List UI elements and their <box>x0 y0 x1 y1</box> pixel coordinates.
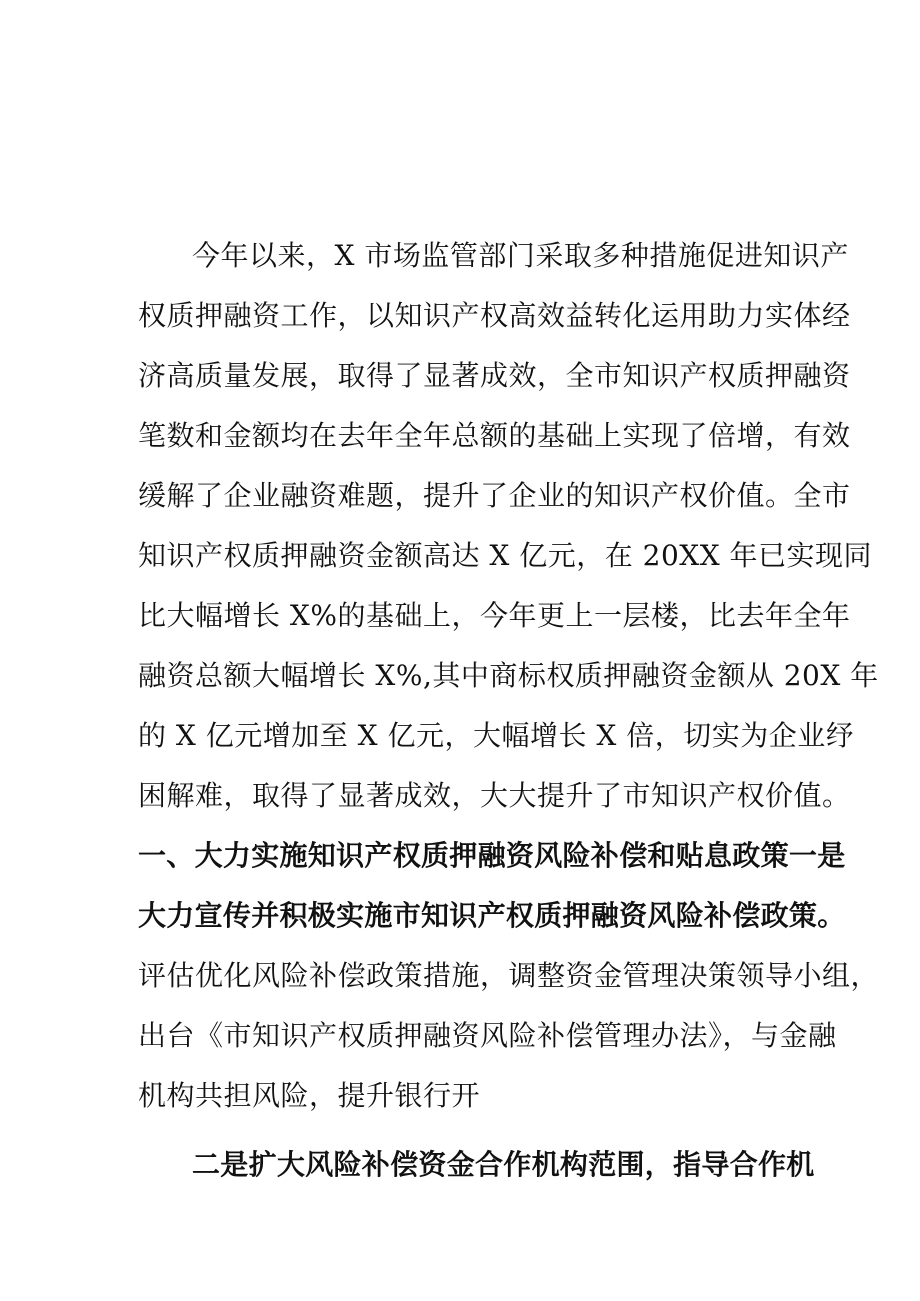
paragraph-line: 机构共担风险，提升银行开 <box>138 1079 481 1112</box>
paragraph-line: 知识产权质押融资金额高达 X 亿元，在 20XX 年已实现同 <box>138 539 873 572</box>
paragraph-line: 出台《市知识产权质押融资风险补偿管理办法》，与金融 <box>138 1019 837 1052</box>
section-heading-line: 大力宣传并积极实施市知识产权质押融资风险补偿政策。 <box>138 899 846 932</box>
section-heading-line: 二是扩大风险补偿资金合作机构范围，指导合作机 <box>192 1148 815 1181</box>
paragraph-line: 比大幅增长 X%的基础上，今年更上一层楼，比去年全年 <box>138 599 851 632</box>
paragraph-line: 缓解了企业融资难题，提升了企业的知识产权价值。全市 <box>138 479 851 512</box>
paragraph-line: 今年以来，X 市场监管部门采取多种措施促进知识产 <box>192 239 849 272</box>
paragraph-line: 困解难，取得了显著成效，大大提升了市知识产权价值。 <box>138 779 851 812</box>
section-heading-line: 一、大力实施知识产权质押融资风险补偿和贴息政策一是 <box>138 839 846 872</box>
paragraph-line: 的 X 亿元增加至 X 亿元，大幅增长 X 倍，切实为企业纾 <box>138 719 855 752</box>
paragraph-line: 评估优化风险补偿政策措施，调整资金管理决策领导小组， <box>138 959 880 992</box>
paragraph-line: 笔数和金额均在去年全年总额的基础上实现了倍增，有效 <box>138 419 851 452</box>
paragraph-line: 济高质量发展，取得了显著成效，全市知识产权质押融资 <box>138 359 851 392</box>
paragraph-line: 权质押融资工作，以知识产权高效益转化运用助力实体经 <box>138 299 851 332</box>
paragraph-line: 融资总额大幅增长 X%,其中商标权质押融资金额从 20X 年 <box>138 659 879 692</box>
